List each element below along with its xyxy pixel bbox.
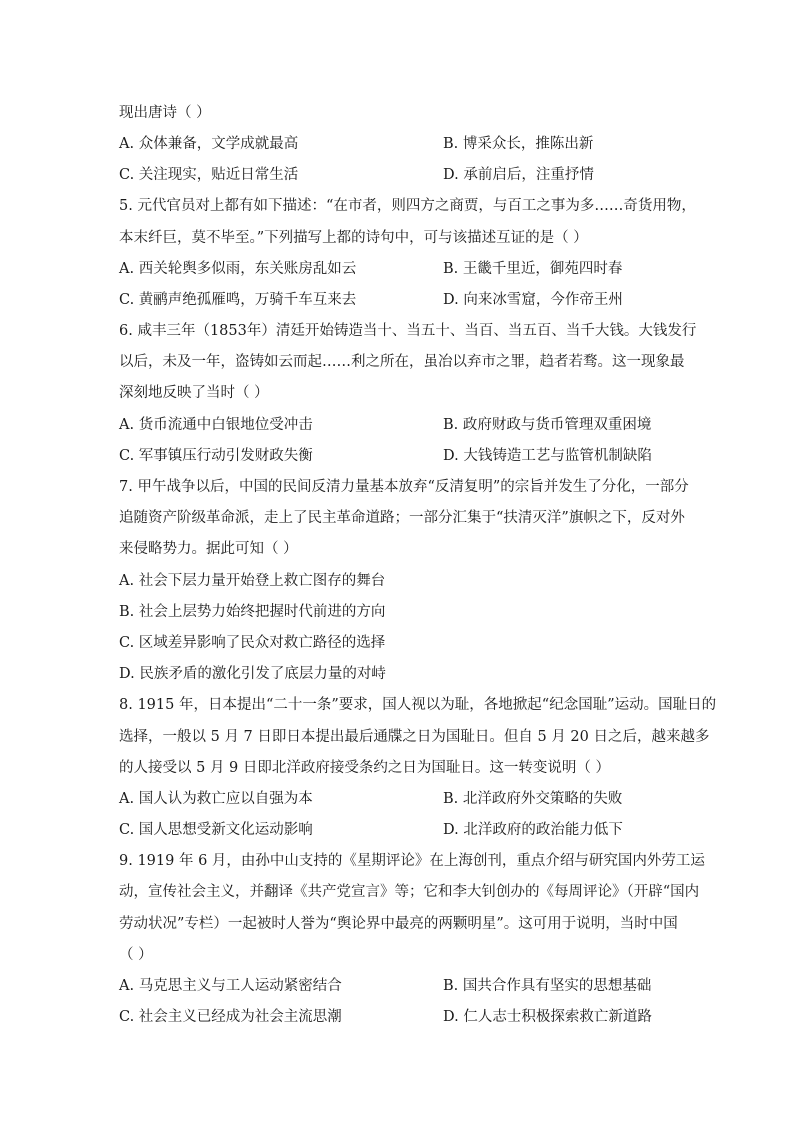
question-7-option-d: D. 民族矛盾的激化引发了底层力量的对峙: [119, 666, 386, 682]
question-8-stem-line-3: 的人接受以 5 月 9 日即北洋政府接受条约之日为国耻日。这一转变说明（ ）: [119, 760, 610, 776]
question-4-option-a: A. 众体兼备，文学成就最高: [119, 136, 299, 152]
question-8-stem-line-2: 选择，一般以 5 月 7 日即日本提出最后通牒之日为国耻日。但自 5 月 20 日之后，越来越多: [119, 729, 710, 745]
question-7-option-a: A. 社会下层力量开始登上救亡图存的舞台: [119, 573, 386, 589]
question-4-stem-tail: 现出唐诗（ ）: [119, 105, 211, 121]
question-8-stem-line-1: 8. 1915 年，日本提出“二十一条”要求，国人视以为耻，各地掀起“纪念国耻”运动。国耻日的: [119, 697, 717, 713]
question-9-option-a: A. 马克思主义与工人运动紧密结合: [119, 978, 342, 994]
question-6-option-d: D. 大钱铸造工艺与监管机制缺陷: [443, 448, 652, 464]
question-9-stem-line-4: （ ）: [119, 947, 153, 963]
question-9-option-b: B. 国共合作具有坚实的思想基础: [443, 978, 652, 994]
question-8-option-a: A. 国人认为救亡应以自强为本: [119, 791, 313, 807]
question-7-stem-line-2: 追随资产阶级革命派，走上了民主革命道路；一部分汇集于“扶清灭洋”旗帜之下，反对外: [119, 510, 685, 526]
question-6-stem-line-3: 深刻地反映了当时（ ）: [119, 385, 269, 401]
question-6-option-a: A. 货币流通中白银地位受冲击: [119, 417, 313, 433]
question-9-stem-line-1: 9. 1919 年 6 月，由孙中山支持的《星期评论》在上海创刊，重点介绍与研究国内外劳工运: [119, 853, 705, 869]
question-5-option-c: C. 黄鹂声绝孤雁鸣，万骑千车互来去: [119, 292, 357, 308]
question-8-option-d: D. 北洋政府的政治能力低下: [443, 822, 623, 838]
question-5-option-a: A. 西关轮舆多似雨，东关账房乱如云: [119, 261, 357, 277]
question-8-option-b: B. 北洋政府外交策略的失败: [443, 791, 623, 807]
question-6-option-b: B. 政府财政与货币管理双重困境: [443, 417, 652, 433]
question-5-stem-line-2: 本末纤巨，莫不毕至。”下列描写上都的诗句中，可与该描述互证的是（ ）: [119, 230, 588, 246]
question-7-option-c: C. 区域差异影响了民众对救亡路径的选择: [119, 635, 386, 651]
question-4-option-b: B. 博采众长，推陈出新: [443, 136, 594, 152]
question-6-stem-line-2: 以后，未及一年，盗铸如云而起……利之所在，虽冶以弃市之罪，趋者若骛。这一现象最: [119, 354, 685, 370]
question-6-stem-line-1: 6. 咸丰三年（1853年）清廷开始铸造当十、当五十、当百、当五百、当千大钱。大钱发行: [119, 323, 697, 339]
question-8-option-c: C. 国人思想受新文化运动影响: [119, 822, 313, 838]
question-7-stem-line-1: 7. 甲午战争以后，中国的民间反清力量基本放弃“反清复明”的宗旨并发生了分化，一部分: [119, 479, 689, 495]
question-4-option-d: D. 承前启后，注重抒情: [443, 167, 594, 183]
question-9-option-d: D. 仁人志士积极探索救亡新道路: [443, 1009, 652, 1025]
question-9-stem-line-2: 动，宣传社会主义，并翻译《共产党宣言》等；它和李大钊创办的《每周评论》（开辟“国内: [119, 884, 700, 900]
question-5-stem-line-1: 5. 元代官员对上都有如下描述：“在市者，则四方之商贾，与百工之事为多……奇货用物，: [119, 198, 696, 214]
question-7-stem-line-3: 来侵略势力。据此可知（ ）: [119, 541, 298, 557]
question-6-option-c: C. 军事镇压行动引发财政失衡: [119, 448, 313, 464]
question-5-option-d: D. 向来冰雪窟，今作帝王州: [443, 292, 623, 308]
question-7-option-b: B. 社会上层势力始终把握时代前进的方向: [119, 604, 386, 620]
question-9-option-c: C. 社会主义已经成为社会主流思潮: [119, 1009, 342, 1025]
question-4-option-c: C. 关注现实，贴近日常生活: [119, 167, 299, 183]
question-9-stem-line-3: 劳动状况”专栏）一起被时人誉为“舆论界中最亮的两颗明星”。这可用于说明，当时中国: [119, 916, 678, 932]
question-5-option-b: B. 王畿千里近，御苑四时春: [443, 261, 623, 277]
